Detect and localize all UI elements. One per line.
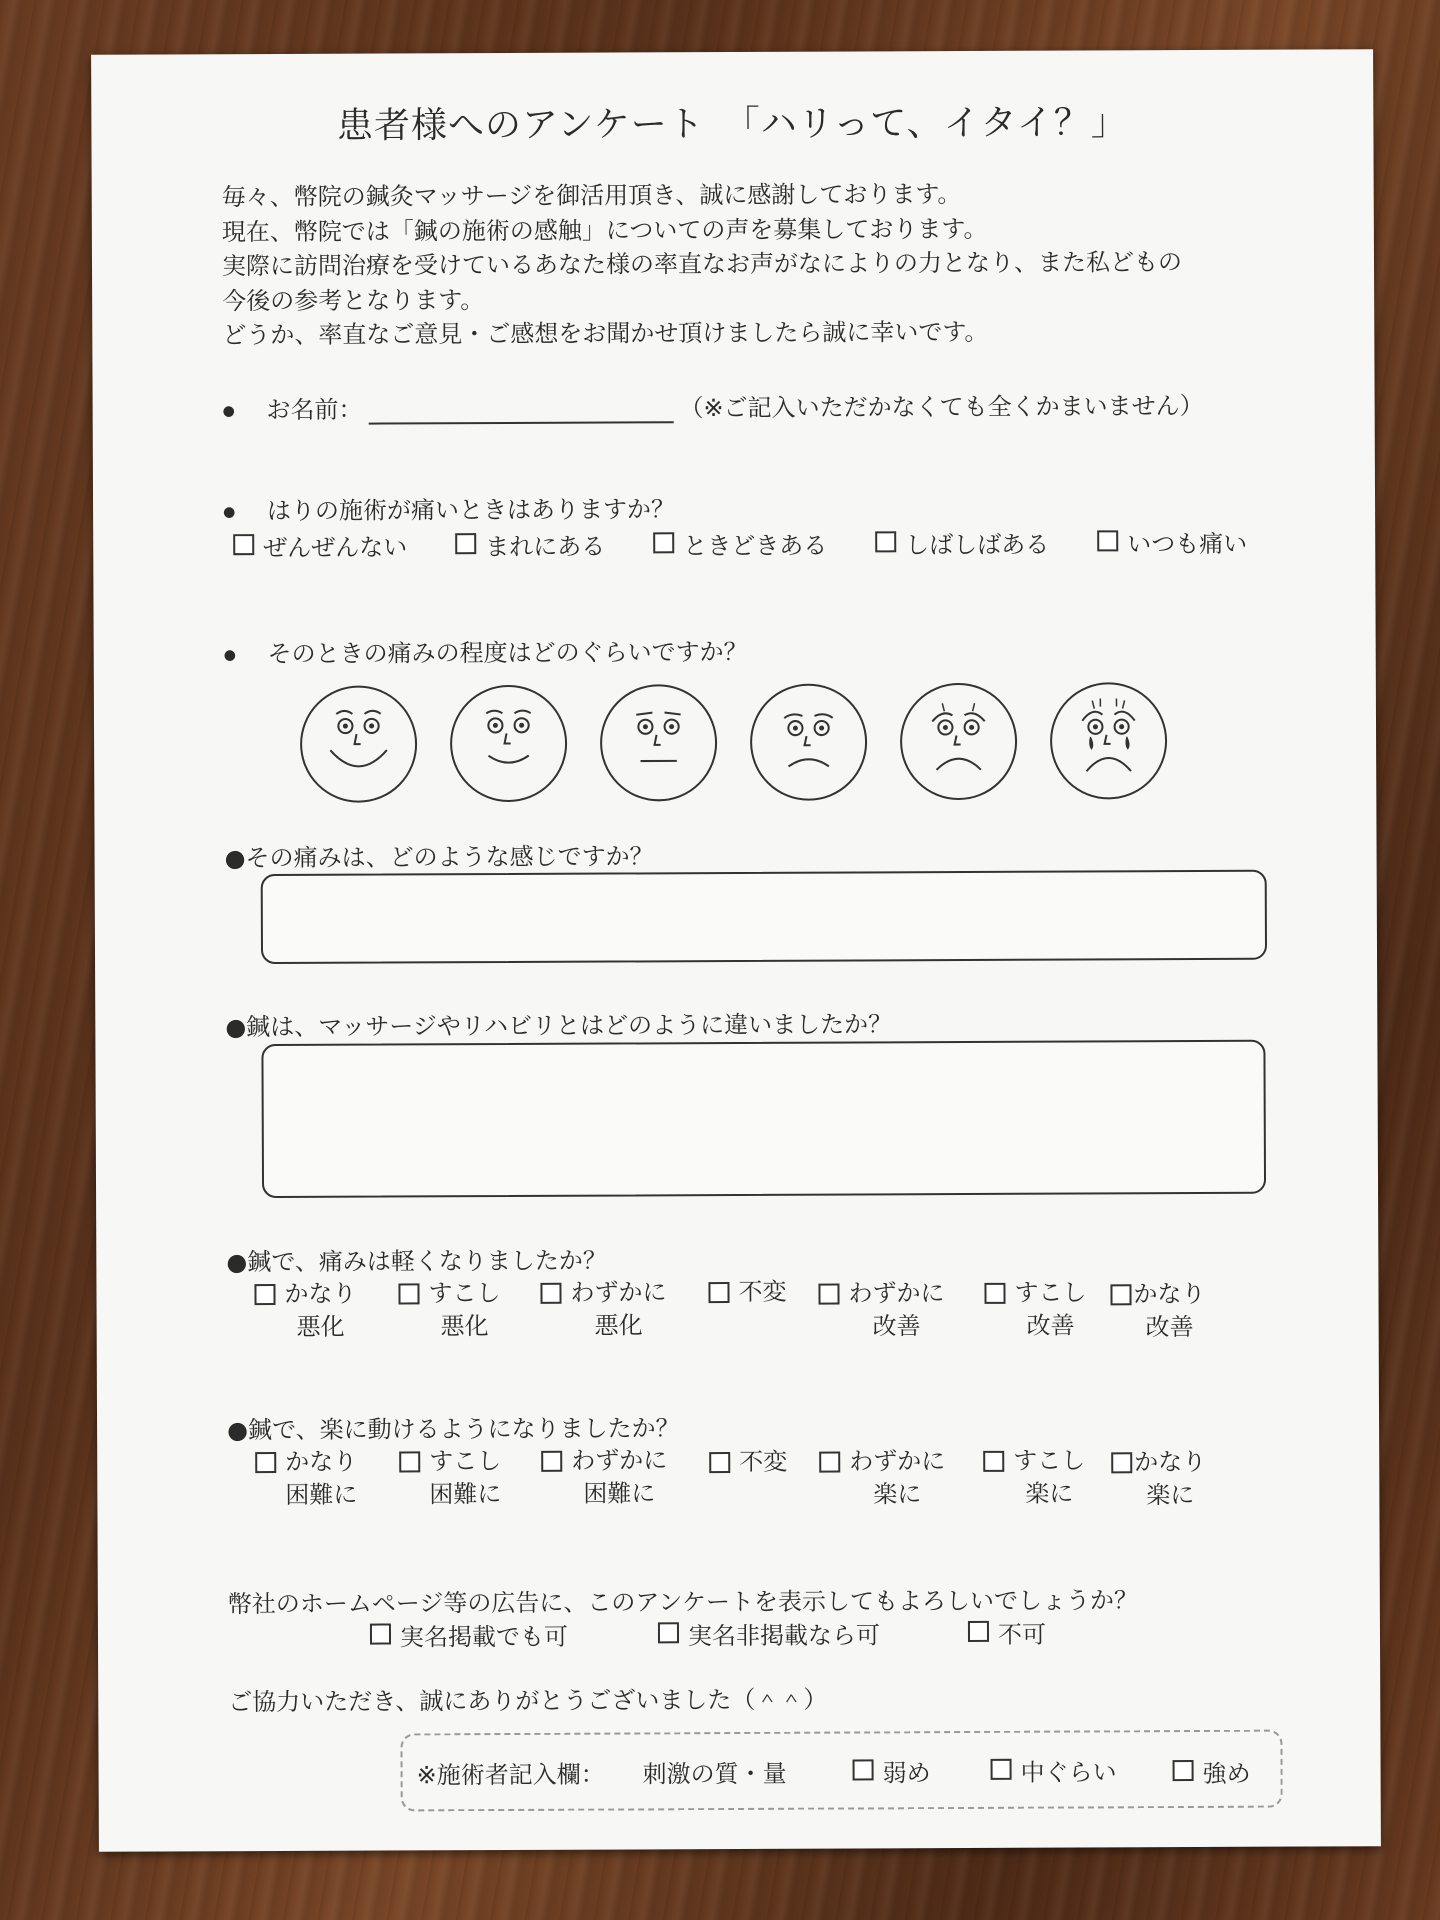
q2-question-row <box>224 632 748 669</box>
intro-line: 実際に訪問治療を受けているあなた様の率直なお声がなによりの力となり、また私どもの <box>221 248 1183 281</box>
checkbox[interactable] <box>233 534 254 555</box>
checkbox[interactable] <box>658 1622 679 1643</box>
intro-paragraph <box>222 176 1183 353</box>
q5-option[interactable] <box>254 1278 356 1344</box>
option-label: わずかに <box>570 1278 667 1307</box>
q7-option[interactable] <box>658 1615 880 1651</box>
checkbox[interactable] <box>370 1624 391 1645</box>
q1-option[interactable] <box>233 527 407 563</box>
option-label: 中ぐらい <box>1020 1758 1117 1787</box>
option-label: かなり <box>1134 1447 1207 1477</box>
checkbox[interactable] <box>984 1283 1005 1304</box>
q5-option[interactable] <box>540 1276 666 1343</box>
q1-option[interactable] <box>1097 524 1247 560</box>
questionnaire-sheet <box>91 49 1381 1852</box>
option-sublabel: 楽に <box>1146 1481 1195 1510</box>
option-label: かなり <box>1133 1279 1206 1309</box>
option-sublabel: 改善 <box>1145 1313 1194 1342</box>
checkbox[interactable] <box>708 1282 729 1303</box>
q1-option[interactable] <box>455 527 605 563</box>
stimulus-option[interactable] <box>853 1753 931 1788</box>
q2-question: そのときの痛みの程度はどのぐらいですか？ <box>267 637 748 669</box>
crying-face-icon[interactable] <box>1048 680 1170 802</box>
checkbox[interactable] <box>541 1451 562 1472</box>
pain-scale-faces <box>298 680 1170 805</box>
name-field[interactable] <box>368 397 673 424</box>
practitioner-label: ※施術者記入欄： <box>416 1760 605 1790</box>
q1-option[interactable] <box>875 525 1049 561</box>
checkbox[interactable] <box>255 1452 276 1473</box>
intro-line: 現在、幣院では「鍼の施術の感触」についての声を募集しております。 <box>221 214 988 246</box>
intro-line: 毎々、幣院の鍼灸マッサージを御活用頂き、誠に感謝しております。 <box>221 180 962 212</box>
option-sublabel: 改善 <box>872 1312 921 1341</box>
checkbox[interactable] <box>709 1452 730 1473</box>
option-label: いつも痛い <box>1127 529 1248 559</box>
option-sublabel: 困難に <box>429 1480 502 1509</box>
option-label: 不可 <box>997 1620 1047 1649</box>
checkbox[interactable] <box>1111 1452 1132 1473</box>
option-label: すこし <box>429 1447 502 1476</box>
option-label: 実名掲載でも可 <box>399 1622 569 1652</box>
q5-question: ●鍼で、痛みは軽くなりましたか？ <box>226 1246 607 1277</box>
option-label: かなり <box>284 1279 357 1308</box>
checkbox[interactable] <box>991 1759 1012 1780</box>
q6-option[interactable] <box>819 1445 945 1512</box>
option-label: ときどきある <box>683 531 828 561</box>
name-row <box>223 386 1204 425</box>
option-label: 実名非掲載なら可 <box>687 1621 881 1651</box>
checkbox[interactable] <box>875 531 896 552</box>
option-sublabel: 楽に <box>873 1480 922 1509</box>
checkbox[interactable] <box>653 532 674 553</box>
checkbox[interactable] <box>455 533 476 554</box>
option-label: かなり <box>285 1447 358 1476</box>
checkbox[interactable] <box>853 1759 874 1780</box>
happy-face-icon[interactable] <box>448 683 570 805</box>
q6-option[interactable] <box>1111 1446 1206 1512</box>
option-label: すこし <box>1014 1278 1087 1307</box>
option-label: 不変 <box>739 1447 788 1476</box>
q5-option[interactable] <box>398 1277 500 1343</box>
option-label: まれにある <box>485 532 606 562</box>
checkbox[interactable] <box>1173 1760 1194 1781</box>
sad-face-icon[interactable] <box>748 681 870 803</box>
option-label: 強め <box>1202 1759 1251 1788</box>
name-label: お名前： <box>266 395 363 425</box>
q5-option[interactable] <box>818 1277 944 1344</box>
stimulus-label: 刺激の質・量 <box>642 1759 787 1789</box>
q6-option[interactable] <box>541 1444 667 1511</box>
option-sublabel: 悪化 <box>594 1311 643 1340</box>
option-label: わずかに <box>571 1446 668 1475</box>
bullet-icon <box>223 497 235 525</box>
q6-option[interactable] <box>255 1446 357 1512</box>
option-label: 不変 <box>738 1277 787 1306</box>
checkbox[interactable] <box>819 1452 840 1473</box>
stimulus-option[interactable] <box>1173 1754 1251 1789</box>
q1-question-row <box>223 489 675 526</box>
option-sublabel: 困難に <box>583 1479 656 1508</box>
very-sad-face-icon[interactable] <box>898 681 1020 803</box>
intro-line: 今後の参考となります。 <box>222 285 485 315</box>
option-sublabel: 楽に <box>1025 1479 1074 1508</box>
checkbox[interactable] <box>399 1451 420 1472</box>
checkbox[interactable] <box>1110 1284 1131 1305</box>
checkbox[interactable] <box>968 1621 989 1642</box>
stimulus-option[interactable] <box>991 1752 1117 1788</box>
q4-answer-box[interactable] <box>261 1040 1266 1198</box>
intro-line: どうか、率直なご意見・ご感想をお聞かせ頂けましたら誠に幸いです。 <box>222 317 989 350</box>
q7-option[interactable] <box>968 1615 1046 1650</box>
q6-question: ●鍼で、楽に動けるようになりましたか？ <box>227 1414 680 1445</box>
option-label: しばしばある <box>905 530 1050 560</box>
checkbox[interactable] <box>254 1284 275 1305</box>
option-label: すこし <box>1013 1446 1086 1475</box>
checkbox[interactable] <box>398 1283 419 1304</box>
option-sublabel: 悪化 <box>296 1312 345 1341</box>
q5-option[interactable] <box>1110 1278 1205 1344</box>
q6-option[interactable] <box>709 1446 787 1479</box>
q7-question: 幣社のホームページ等の広告に、このアンケートを表示してもよろしいでしょうか？ <box>227 1586 1138 1619</box>
q3-question: ●その痛みは、どのような感じですか？ <box>224 842 654 873</box>
q5-option[interactable] <box>984 1276 1086 1342</box>
bullet-icon <box>223 396 235 424</box>
option-label: わずかに <box>849 1447 946 1476</box>
option-label: わずかに <box>848 1279 945 1308</box>
very-happy-face-icon[interactable] <box>298 683 420 805</box>
checkbox[interactable] <box>540 1283 561 1304</box>
checkbox[interactable] <box>1097 530 1118 551</box>
checkbox[interactable] <box>983 1451 1004 1472</box>
q1-question: はりの施術が痛いときはありますか？ <box>266 495 675 526</box>
q6-option[interactable] <box>399 1445 501 1511</box>
option-label: ぜんぜんない <box>263 533 408 563</box>
q6-option[interactable] <box>983 1444 1085 1510</box>
q3-answer-box[interactable] <box>261 870 1267 964</box>
q7-option[interactable] <box>370 1617 568 1653</box>
option-label: 弱め <box>882 1759 931 1788</box>
bullet-icon <box>224 640 236 668</box>
checkbox[interactable] <box>818 1284 839 1305</box>
practitioner-box <box>400 1730 1282 1812</box>
q4-question: ●鍼は、マッサージやリハビリとはどのように違いましたか？ <box>225 1010 893 1042</box>
q5-option[interactable] <box>708 1276 786 1309</box>
option-sublabel: 改善 <box>1026 1311 1075 1340</box>
q1-option[interactable] <box>653 526 827 562</box>
page-title: 患者様へのアンケート 「ハリって、イタイ？」 <box>336 102 1128 147</box>
option-sublabel: 悪化 <box>440 1312 489 1341</box>
option-label: すこし <box>428 1279 501 1308</box>
name-note: （※ご記入いただかなくても全くかまいません） <box>679 391 1204 423</box>
neutral-face-icon[interactable] <box>598 682 720 804</box>
thanks-message: ご協力いただき、誠にありがとうございました（＾＾） <box>228 1685 828 1717</box>
option-sublabel: 困難に <box>285 1480 358 1509</box>
